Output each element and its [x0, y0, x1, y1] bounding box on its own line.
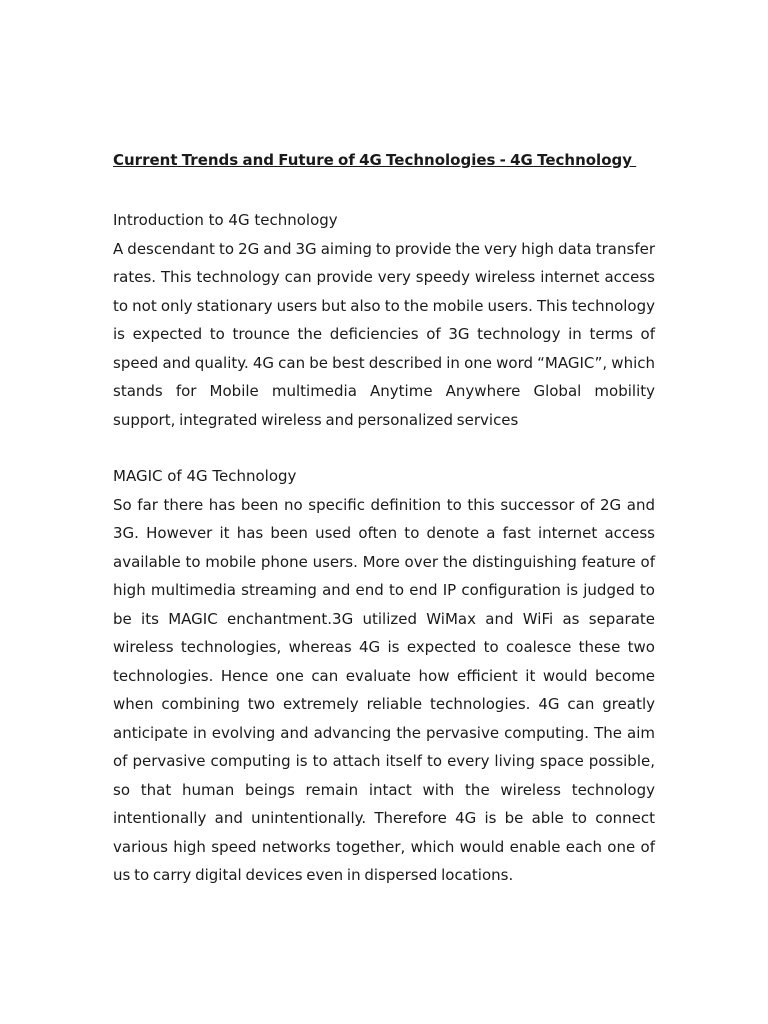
section-introduction [113, 206, 655, 434]
document-title: Current Trends and Future of 4G Technologies - 4G Technology [113, 151, 637, 169]
paragraph-magic: So far there has been no specific definition to this successor of 2G and 3G. However it has been used often to denote a fast internet access available to mobile phone users. More over the distinguishing feature of high multimedia streaming and end to end IP configuration is judged to be its MAGIC enchantment.3G utilized WiMax and WiFi as separate wireless technologies, whereas 4G is expected to coalesce these two technologies. Hence one can evaluate how efficient it would become when combining two extremely reliable technologies. 4G can greatly anticipate in evolving and advancing the pervasive computing. The aim of pervasive computing is to attach itself to every living space possible, so that human beings remain intact with the wireless technology intentionally and unintentionally. Therefore 4G is be able to connect various high speed networks together, which would enable each one of us to carry digital devices even in dispersed locations. [113, 495, 655, 884]
document-page [113, 150, 655, 890]
section-heading-introduction: Introduction to 4G technology [113, 211, 338, 229]
paragraph-spacer [113, 434, 655, 462]
section-magic [113, 462, 655, 890]
section-heading-magic: MAGIC of 4G Technology [113, 467, 297, 485]
paragraph-introduction: A descendant to 2G and 3G aiming to provide the very high data transfer rates. This technology can provide very speedy wireless internet access to not only stationary users but also to the mobile users. This technology is expected to trounce the deficiencies of 3G technology in terms of speed and quality. 4G can be best described in one word “MAGIC”, which stands for Mobile multimedia Anytime Anywhere Global mobility support, integrated wireless and personalized services [113, 239, 655, 429]
